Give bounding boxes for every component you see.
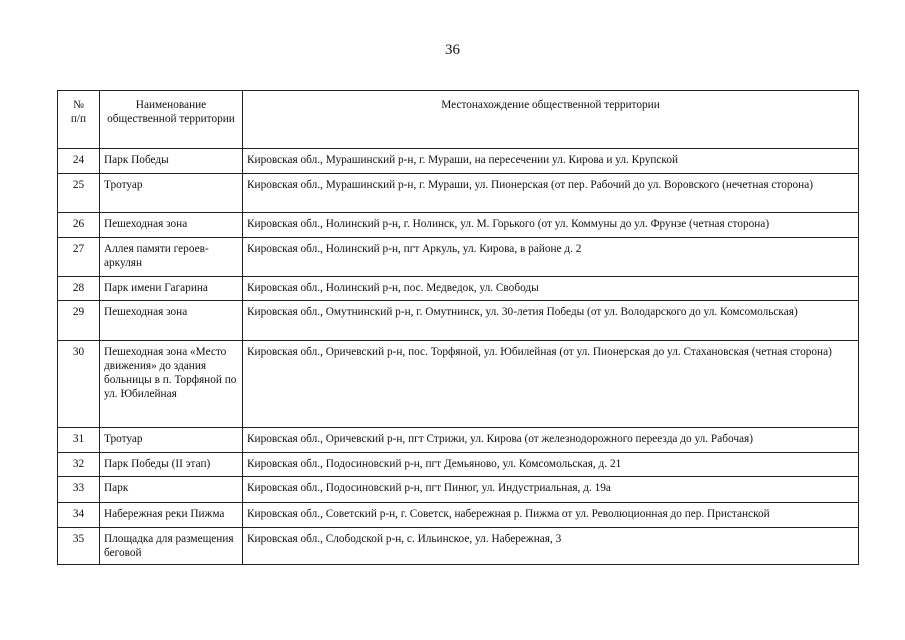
table-row <box>58 341 859 428</box>
territory-location: Кировская обл., Оричевский р-н, пгт Стрижи, ул. Кирова (от железнодорожного переезда до ул. Рабочая) <box>243 428 859 453</box>
row-number: 27 <box>58 238 100 277</box>
row-number: 24 <box>58 149 100 174</box>
row-number: 25 <box>58 174 100 213</box>
territory-location: Кировская обл., Нолинский р-н, г. Нолинск, ул. М. Горького (от ул. Коммуны до ул. Фрунзе (четная сторона) <box>243 213 859 238</box>
territory-name: Набережная реки Пижма <box>100 503 243 528</box>
table-row <box>58 213 859 238</box>
header-location: Местонахождение общественной территории <box>243 91 859 149</box>
table-row <box>58 477 859 503</box>
row-number: 35 <box>58 528 100 565</box>
territory-location: Кировская обл., Мурашинский р-н, г. Мураши, ул. Пионерская (от пер. Рабочий до ул. Воровского (нечетная сторона) <box>243 174 859 213</box>
territory-name: Аллея памяти героев-аркулян <box>100 238 243 277</box>
row-number: 29 <box>58 301 100 341</box>
territory-name: Парк Победы <box>100 149 243 174</box>
territory-location: Кировская обл., Слободской р-н, с. Ильинское, ул. Набережная, 3 <box>243 528 859 565</box>
territory-name: Парк <box>100 477 243 503</box>
page-number: 36 <box>445 42 460 58</box>
header-num: № п/п <box>58 91 100 149</box>
territory-location: Кировская обл., Подосиновский р-н, пгт Демьяново, ул. Комсомольская, д. 21 <box>243 453 859 477</box>
header-name: Наименование общественной территории <box>100 91 243 149</box>
table-row <box>58 428 859 453</box>
table-row <box>58 277 859 301</box>
table-row <box>58 301 859 341</box>
territories-table <box>57 90 859 565</box>
table-row <box>58 149 859 174</box>
table-row <box>58 503 859 528</box>
territory-name: Пешеходная зона <box>100 213 243 238</box>
territory-name: Площадка для размещения беговой <box>100 528 243 565</box>
territory-location: Кировская обл., Оричевский р-н, пос. Торфяной, ул. Юбилейная (от ул. Пионерская до ул. Стахановская (четная сторона) <box>243 341 859 428</box>
territory-name: Парк имени Гагарина <box>100 277 243 301</box>
row-number: 31 <box>58 428 100 453</box>
table-row <box>58 453 859 477</box>
territory-location: Кировская обл., Подосиновский р-н, пгт Пинюг, ул. Индустриальная, д. 19а <box>243 477 859 503</box>
territory-name: Тротуар <box>100 174 243 213</box>
table-row <box>58 528 859 565</box>
row-number: 33 <box>58 477 100 503</box>
table-row <box>58 174 859 213</box>
territory-location: Кировская обл., Мурашинский р-н, г. Мураши, на пересечении ул. Кирова и ул. Крупской <box>243 149 859 174</box>
territory-name: Пешеходная зона «Место движения» до здания больницы в п. Торфяной по ул. Юбилейная <box>100 341 243 428</box>
table-header-row <box>58 91 859 149</box>
row-number: 26 <box>58 213 100 238</box>
territory-location: Кировская обл., Советский р-н, г. Советск, набережная р. Пижма от ул. Революционная до пер. Пристанской <box>243 503 859 528</box>
table-row <box>58 238 859 277</box>
territory-location: Кировская обл., Омутнинский р-н, г. Омутнинск, ул. 30-летия Победы (от ул. Володарского до ул. Комсомольская) <box>243 301 859 341</box>
territory-location: Кировская обл., Нолинский р-н, пос. Медведок, ул. Свободы <box>243 277 859 301</box>
row-number: 28 <box>58 277 100 301</box>
row-number: 30 <box>58 341 100 428</box>
row-number: 34 <box>58 503 100 528</box>
row-number: 32 <box>58 453 100 477</box>
territory-location: Кировская обл., Нолинский р-н, пгт Аркуль, ул. Кирова, в районе д. 2 <box>243 238 859 277</box>
territory-name: Парк Победы (II этап) <box>100 453 243 477</box>
territory-name: Пешеходная зона <box>100 301 243 341</box>
territory-name: Тротуар <box>100 428 243 453</box>
